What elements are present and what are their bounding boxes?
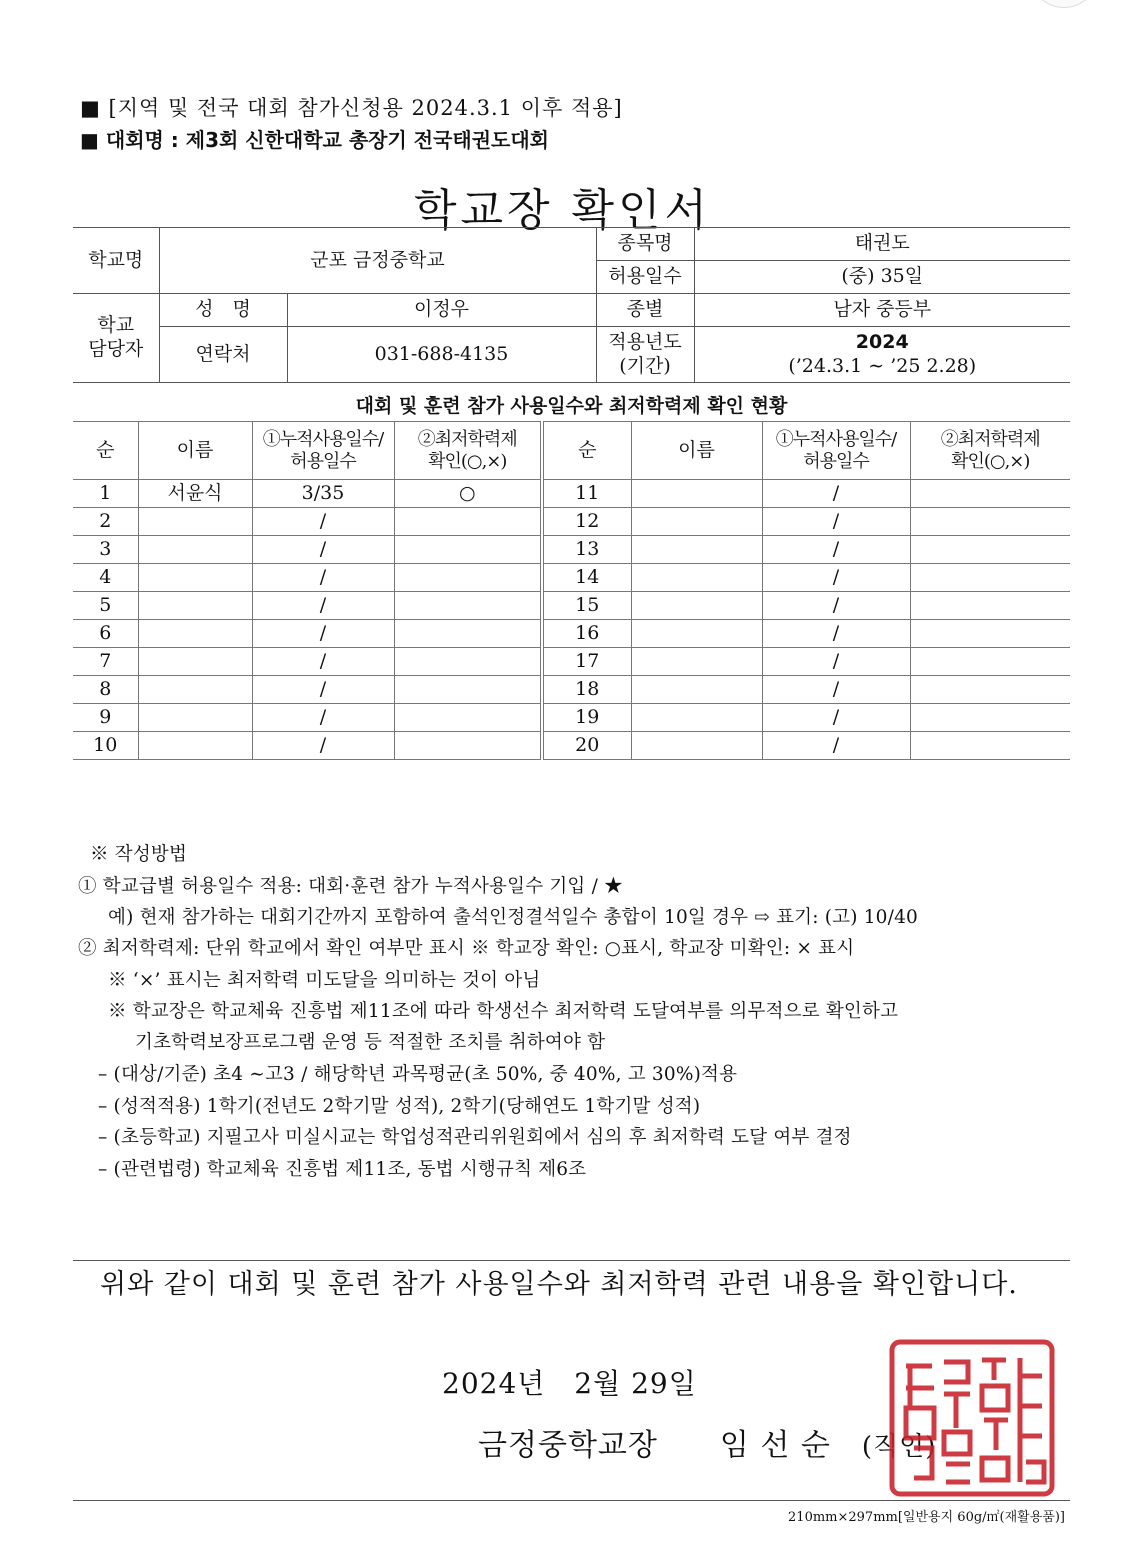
cell-name [631,704,762,732]
note-detail-1: – (대상/기준) 초4 ∼고3 / 해당학년 과목평균(초 50%, 중 40%, 고 30%)적용 [98,1064,738,1085]
cell-no: 17 [542,648,631,676]
cell-no: 19 [542,704,631,732]
header-competition-text: 대회명 : 제3회 신한대학교 총장기 전국태권도대회 [105,128,550,152]
col-name-right: 이름 [631,422,762,480]
manager-label-line1: 학교 [97,314,135,337]
col-check-right [910,422,1070,480]
cell-check [394,676,542,704]
cell-name [138,564,252,592]
cell-check [394,620,542,648]
note-detail-4: – (관련법령) 학교체육 진흥법 제11조, 동법 시행규칙 제6조 [98,1159,587,1180]
contact-value: 031-688-4135 [287,327,596,383]
cell-no: 14 [542,564,631,592]
cell-name [631,508,762,536]
confirmation-text: 위와 같이 대회 및 훈련 참가 사용일수와 최저학력 관련 내용을 확인합니다. [100,1269,1018,1300]
contact-label: 연락처 [159,327,287,383]
table-row [73,620,1070,648]
cell-check [910,676,1070,704]
cell-no: 4 [73,564,138,592]
cell-days: / [252,620,394,648]
table-row [73,732,1070,760]
header-competition [80,124,549,153]
col-days-right [762,422,910,480]
type-value: 남자 중등부 [694,294,1070,327]
section-title: 대회 및 훈련 참가 사용일수와 최저학력제 확인 현황 [355,395,788,417]
allowed-days-value: (중) 35일 [694,261,1070,294]
table-row [73,676,1070,704]
cell-check [910,732,1070,760]
cell-no: 8 [73,676,138,704]
cell-days: / [252,732,394,760]
cell-no: 2 [73,508,138,536]
event-value: 태권도 [694,228,1070,261]
cell-check [394,536,542,564]
cell-days: 3/35 [252,480,394,508]
cell-no: 13 [542,536,631,564]
cell-no: 7 [73,648,138,676]
cell-check [394,508,542,536]
note-2-b-cont: 기초학력보장프로그램 운영 등 적절한 조치를 취하여야 함 [135,1032,606,1053]
cell-no: 12 [542,508,631,536]
cell-name [631,564,762,592]
cell-check [394,704,542,732]
cell-no: 5 [73,592,138,620]
cell-days: / [762,480,910,508]
paper-spec-footer: 210mm×297mm[일반용지 60g/㎡(재활용품)] [788,1510,1065,1525]
cell-no: 11 [542,480,631,508]
cell-check [394,592,542,620]
year-value: 2024 [855,330,909,353]
cell-days: / [762,648,910,676]
col-name: 이름 [138,422,252,480]
table-row [73,564,1070,592]
cell-days: / [762,592,910,620]
cell-name [138,508,252,536]
cell-days: / [762,536,910,564]
cell-check [910,564,1070,592]
cell-check [910,704,1070,732]
table-row [73,592,1070,620]
table-row [73,508,1070,536]
allowed-days-label: 허용일수 [596,261,694,294]
divider-bottom [73,1500,1070,1501]
note-2-b: ※ 학교장은 학교체육 진흥법 제11조에 따라 학생선수 최저학력 도달여부를 의무적으로 확인하고 [108,1001,899,1022]
info-table [73,227,1070,383]
year-value-cell [694,327,1070,383]
cell-name [631,676,762,704]
table-row [73,704,1070,732]
manager-label-line2: 담당자 [88,338,144,360]
year-label-line2: (기간) [619,354,671,377]
cell-check [910,648,1070,676]
divider-top [73,1260,1070,1261]
col-days-line1: ①누적사용일수/ [262,428,384,450]
cell-check [910,536,1070,564]
col-check-line1: ②최저학력제 [417,428,517,450]
note-detail-2: – (성적적용) 1학기(전년도 2학기말 성적), 2학기(당해연도 1학기말 성적) [98,1096,701,1117]
scroll-knob[interactable] [1030,0,1098,8]
col-no: 순 [73,422,138,480]
school-label: 학교명 [73,228,159,294]
col-check-line2: 확인(○,×) [428,450,507,472]
cell-no: 18 [542,676,631,704]
school-value: 군포 금정중학교 [159,228,596,294]
year-label [596,327,694,383]
cell-no: 9 [73,704,138,732]
name-label: 성 명 [159,294,287,327]
name-value: 이정우 [287,294,596,327]
cell-name [631,732,762,760]
cell-check [910,508,1070,536]
col-check-right-line1: ②최저학력제 [940,428,1040,450]
header-applicability [80,92,623,122]
cell-check [394,732,542,760]
cell-name [631,536,762,564]
cell-no: 3 [73,536,138,564]
document-title: 학교장 확인서 [413,185,711,236]
cell-no: 10 [73,732,138,760]
cell-name [138,648,252,676]
bullet-square-icon: ■ [80,96,101,120]
note-1-example: 예) 현재 참가하는 대회기간까지 포함하여 출석인정결석일수 총합이 10일 경우 ⇨ 표기: (고) 10/40 [108,907,919,928]
cell-days: / [762,732,910,760]
col-days-right-line2: 허용일수 [803,450,869,472]
seal-label: (직인) [861,1432,937,1462]
cell-check: ○ [394,480,542,508]
col-days [252,422,394,480]
cell-name [138,732,252,760]
col-check-right-line2: 확인(○,×) [951,450,1030,472]
table-row [73,480,1070,508]
cell-no: 16 [542,620,631,648]
cell-check [910,592,1070,620]
cell-name [631,648,762,676]
cell-no: 15 [542,592,631,620]
cell-days: / [252,648,394,676]
col-check [394,422,542,480]
signer-name: 금정중학교장 임 선 순 [478,1428,831,1463]
cell-days: / [762,564,910,592]
note-detail-3: – (초등학교) 지필고사 미실시교는 학업성적관리위원회에서 심의 후 최저학력 도달 여부 결정 [98,1127,852,1148]
col-no-right: 순 [542,422,631,480]
cell-days: / [762,704,910,732]
cell-check [910,480,1070,508]
cell-name [138,620,252,648]
col-days-line2: 허용일수 [290,450,356,472]
col-days-right-line1: ①누적사용일수/ [775,428,897,450]
cell-name [631,592,762,620]
cell-days: / [252,508,394,536]
usage-table [73,421,1070,760]
table-row [73,536,1070,564]
year-period: (’24.3.1 ∼ ’25 2.28) [788,354,977,377]
cell-name [138,676,252,704]
manager-label [73,294,159,383]
cell-no: 1 [73,480,138,508]
cell-no: 6 [73,620,138,648]
notes-heading: ※ 작성방법 [90,844,188,865]
usage-table-header [73,422,1070,480]
official-seal-icon [886,1336,1058,1500]
cell-name [138,536,252,564]
cell-check [910,620,1070,648]
document-date: 2024년 2월 29일 [442,1367,697,1400]
cell-days: / [762,508,910,536]
cell-name [138,592,252,620]
cell-days: / [252,592,394,620]
cell-days: / [762,676,910,704]
cell-days: / [252,564,394,592]
note-2-a: ※ ‘×’ 표시는 최저학력 미도달을 의미하는 것이 아님 [108,970,541,991]
cell-name [631,480,762,508]
table-row [73,648,1070,676]
cell-days: / [252,536,394,564]
event-label: 종목명 [596,228,694,261]
bullet-square-icon: ■ [80,128,99,152]
cell-name: 서윤식 [138,480,252,508]
cell-no: 20 [542,732,631,760]
note-2: ② 최저학력제: 단위 학교에서 확인 여부만 표시 ※ 학교장 확인: ○표시, 학교장 미확인: × 표시 [78,938,855,959]
type-label: 종별 [596,294,694,327]
cell-days: / [762,620,910,648]
cell-check [394,564,542,592]
cell-name [631,620,762,648]
cell-days: / [252,704,394,732]
header-applicability-text: [지역 및 전국 대회 참가신청용 2024.3.1 이후 적용] [108,96,623,120]
note-1: ① 학교급별 허용일수 적용: 대회·훈련 참가 누적사용일수 기입 / ★ [78,876,623,897]
cell-days: / [252,676,394,704]
cell-name [138,704,252,732]
signer-line [478,1420,936,1464]
year-label-line1: 적용년도 [608,330,682,353]
cell-check [394,648,542,676]
